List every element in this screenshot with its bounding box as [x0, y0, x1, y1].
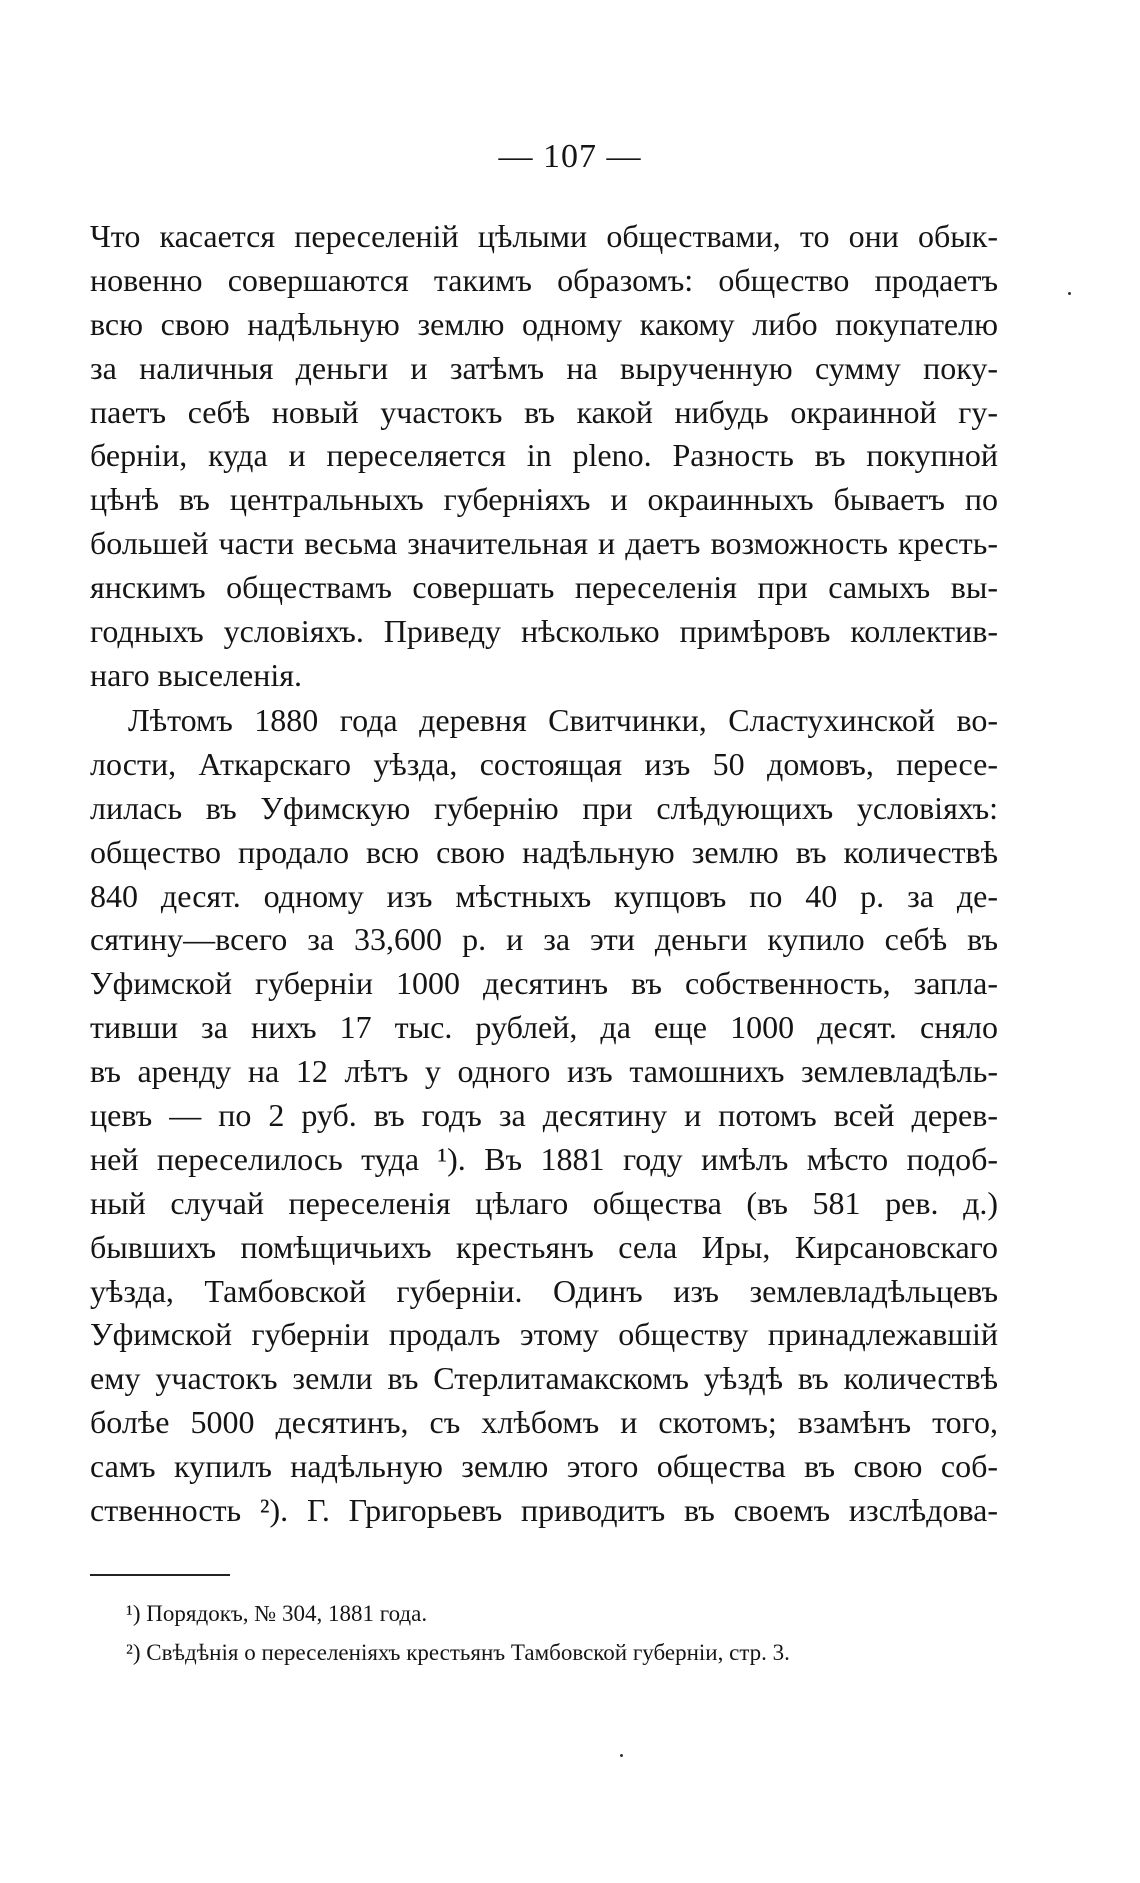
text-line: новенно совершаются такимъ образомъ: общество продаетъ — [90, 261, 998, 298]
text-line: берніи, куда и переселяется in pleno. Разность въ покупной — [90, 437, 998, 474]
text-line: ственность ²). Г. Григорьевъ приводитъ въ своемъ изслѣдова- — [90, 1492, 998, 1529]
text-line: Уфимской губерніи продалъ этому обществу принадлежавшій — [90, 1316, 998, 1353]
text-line: ный случай переселенія цѣлаго общества (въ 581 рев. д.) — [90, 1184, 998, 1221]
stray-ink-mark — [620, 1754, 623, 1757]
page-number: — 107 — — [498, 138, 642, 175]
stray-ink-mark — [1068, 292, 1071, 295]
text-line: 840 десят. одному изъ мѣстныхъ купцовъ по 40 р. за де- — [90, 877, 998, 914]
text-line: самъ купилъ надѣльную землю этого общества въ свою соб- — [90, 1448, 998, 1485]
text-line: всю свою надѣльную землю одному какому либо покупателю — [90, 305, 998, 342]
text-line: уѣзда, Тамбовской губерніи. Одинъ изъ землевладѣльцевъ — [90, 1272, 998, 1309]
text-line: годныхъ условіяхъ. Приведу нѣсколько примѣровъ коллектив- — [90, 613, 998, 650]
text-line: тивши за нихъ 17 тыс. рублей, да еще 1000 десят. сняло — [90, 1009, 998, 1046]
text-line: цѣнѣ въ центральныхъ губерніяхъ и окраинныхъ бываетъ по — [90, 481, 998, 518]
footnote-divider — [90, 1574, 230, 1576]
text-line: лости, Аткарскаго уѣзда, состоящая изъ 50 домовъ, пересе- — [90, 745, 998, 782]
text-line: ему участокъ земли въ Стерлитамакскомъ уѣздѣ въ количествѣ — [90, 1360, 998, 1397]
text-line: наго выселенія. — [90, 656, 302, 693]
text-line: Уфимской губерніи 1000 десятинъ въ собственность, запла- — [90, 965, 998, 1002]
text-line: лилась въ Уфимскую губернію при слѣдующихъ условіяхъ: — [90, 789, 998, 826]
footnotes — [126, 1594, 946, 1672]
text-line: за наличныя деньги и затѣмъ на вырученную сумму поку- — [90, 349, 998, 386]
footnote: ²) Свѣдѣнія о переселеніяхъ крестьянъ Тамбовской губерніи, стр. 3. — [126, 1640, 790, 1665]
text-line: въ аренду на 12 лѣтъ у одного изъ тамошнихъ землевладѣль- — [90, 1053, 998, 1090]
text-line: ней переселилось туда ¹). Въ 1881 году имѣлъ мѣсто подоб- — [90, 1140, 998, 1177]
text-line: Лѣтомъ 1880 года деревня Свитчинки, Сластухинской во- — [128, 702, 998, 738]
text-line: цевъ — по 2 руб. въ годъ за десятину и потомъ всей дерев- — [90, 1097, 998, 1134]
paragraph-1 — [90, 215, 998, 698]
text-line: общество продало всю свою надѣльную землю въ количествѣ — [90, 833, 998, 870]
text-line: паетъ себѣ новый участокъ въ какой нибудь окраинной гу- — [90, 393, 998, 430]
text-line: большей части весьма значительная и даетъ возможность кресть- — [90, 525, 998, 562]
paragraph-2 — [90, 699, 998, 1533]
text-line: бывшихъ помѣщичьихъ крестьянъ села Иры, Кирсановскаго — [90, 1228, 998, 1265]
text-line: сятину—всего за 33,600 р. и за эти деньги купило себѣ въ — [90, 921, 998, 958]
text-line: болѣе 5000 десятинъ, съ хлѣбомъ и скотомъ; взамѣнъ того, — [90, 1404, 998, 1441]
footnote: ¹) Порядокъ, № 304, 1881 года. — [126, 1601, 428, 1626]
text-line: янскимъ обществамъ совершать переселенія при самыхъ вы- — [90, 569, 998, 606]
text-line: Что касается переселеній цѣлыми обществами, то они обык- — [90, 218, 998, 254]
